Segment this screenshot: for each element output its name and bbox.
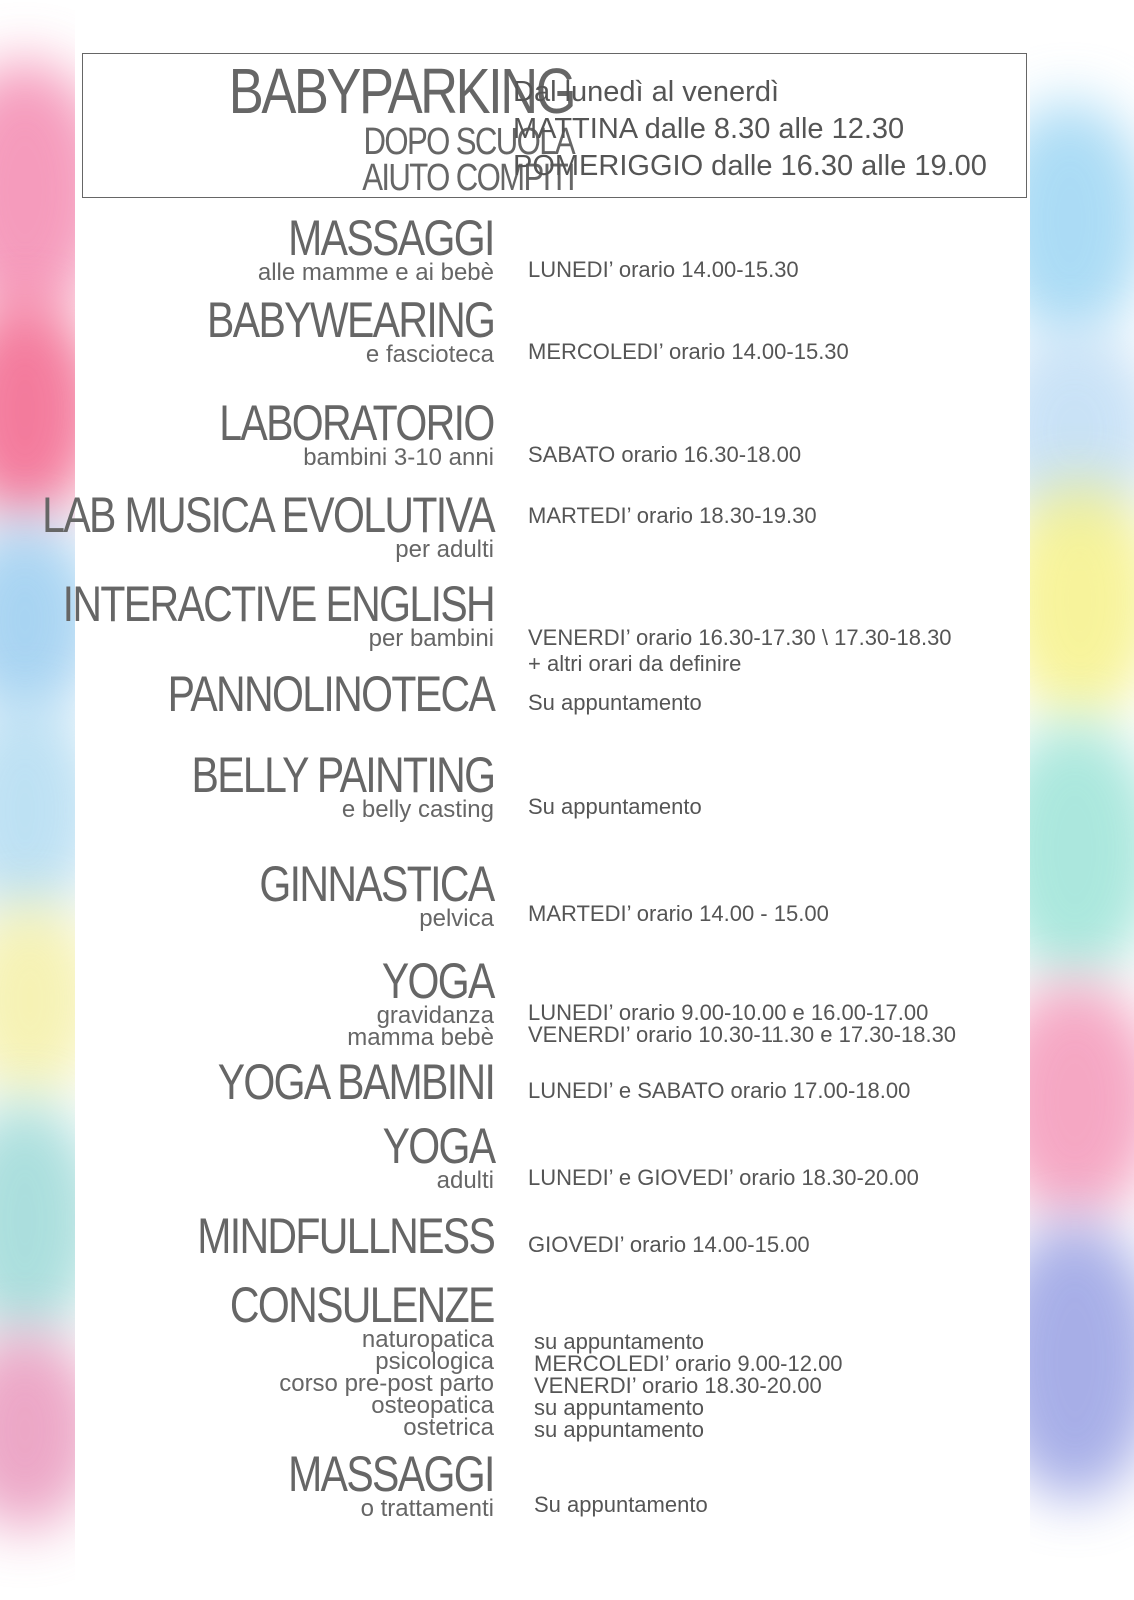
activity-sub: per adulti <box>395 536 494 563</box>
activity-time: LUNEDI’ e GIOVEDI’ orario 18.30-20.00 <box>528 1165 919 1190</box>
activity-sub: psicologica <box>375 1348 494 1375</box>
activity-sub: per bambini <box>368 625 494 652</box>
activity-sub: o trattamenti <box>360 1495 494 1522</box>
activity-sub: corso pre-post parto <box>279 1370 494 1397</box>
activity-time: GIOVEDI’ orario 14.00-15.00 <box>528 1232 810 1257</box>
header-line: AIUTO COMPITI <box>362 157 574 199</box>
activity-title: MASSAGGI <box>288 210 494 266</box>
activity-time: VENERDI’ orario 18.30-20.00 <box>534 1373 822 1398</box>
activity-time: VENERDI’ orario 16.30-17.30 \ 17.30-18.30 <box>528 625 952 650</box>
activity-time: su appuntamento <box>534 1417 705 1442</box>
activity-sub: bambini 3-10 anni <box>303 444 494 471</box>
activity-title: YOGA BAMBINI <box>217 1054 494 1110</box>
header-time: MATTINA dalle 8.30 alle 12.30 <box>513 113 905 145</box>
activity-title: MASSAGGI <box>288 1446 494 1502</box>
activity-title: BELLY PAINTING <box>191 747 494 803</box>
activity-time: Su appuntamento <box>528 794 702 819</box>
header-time: POMERIGGIO dalle 16.30 alle 19.00 <box>513 150 987 182</box>
header-title: BABYPARKING <box>228 55 574 127</box>
activity-title: GINNASTICA <box>259 856 494 912</box>
activity-sub: e belly casting <box>341 796 494 823</box>
activity-sub: ostetrica <box>403 1414 494 1441</box>
activity-sub: osteopatica <box>371 1392 494 1419</box>
activity-time: VENERDI’ orario 10.30-11.30 e 17.30-18.30 <box>528 1022 957 1047</box>
activity-time: LUNEDI’ e SABATO orario 17.00-18.00 <box>528 1078 911 1103</box>
activity-time: MERCOLEDI’ orario 9.00-12.00 <box>534 1351 843 1376</box>
activity-time: Su appuntamento <box>534 1492 708 1517</box>
activity-time: LUNEDI’ orario 14.00-15.30 <box>528 257 799 282</box>
activity-title: INTERACTIVE ENGLISH <box>62 576 494 632</box>
activity-sub: naturopatica <box>361 1326 494 1353</box>
activity-time: MARTEDI’ orario 18.30-19.30 <box>528 503 817 528</box>
activity-sub: alle mamme e ai bebè <box>257 259 494 286</box>
activity-sub: e fascioteca <box>365 341 494 368</box>
activity-sub: adulti <box>436 1167 494 1194</box>
activity-sub: pelvica <box>419 905 494 932</box>
activity-time: Su appuntamento <box>528 690 702 715</box>
activity-time: + altri orari da definire <box>528 651 742 676</box>
activity-title: CONSULENZE <box>230 1277 494 1333</box>
activity-time: su appuntamento <box>534 1395 705 1420</box>
activity-time: LUNEDI’ orario 9.00-10.00 e 16.00-17.00 <box>528 1000 929 1025</box>
activity-sub: gravidanza <box>376 1002 494 1029</box>
activity-title: YOGA <box>382 1118 494 1174</box>
activity-title: LABORATORIO <box>219 395 494 451</box>
activity-title: MINDFULLNESS <box>197 1208 494 1264</box>
activity-time: su appuntamento <box>534 1329 705 1354</box>
activity-title: YOGA <box>382 953 494 1009</box>
activity-time: MERCOLEDI’ orario 14.00-15.30 <box>528 339 849 364</box>
activity-time: SABATO orario 16.30-18.00 <box>528 442 802 467</box>
header-time: Dal lunedì al venerdì <box>513 76 779 108</box>
activity-sub: mamma bebè <box>347 1024 494 1051</box>
babyparking-box <box>82 53 1027 198</box>
activity-title: LAB MUSICA EVOLUTIVA <box>42 487 494 543</box>
header-line: DOPO SCUOLA <box>363 121 574 163</box>
activity-time: MARTEDI’ orario 14.00 - 15.00 <box>528 901 829 926</box>
activity-title: BABYWEARING <box>206 292 494 348</box>
activity-title: PANNOLINOTECA <box>167 666 494 722</box>
